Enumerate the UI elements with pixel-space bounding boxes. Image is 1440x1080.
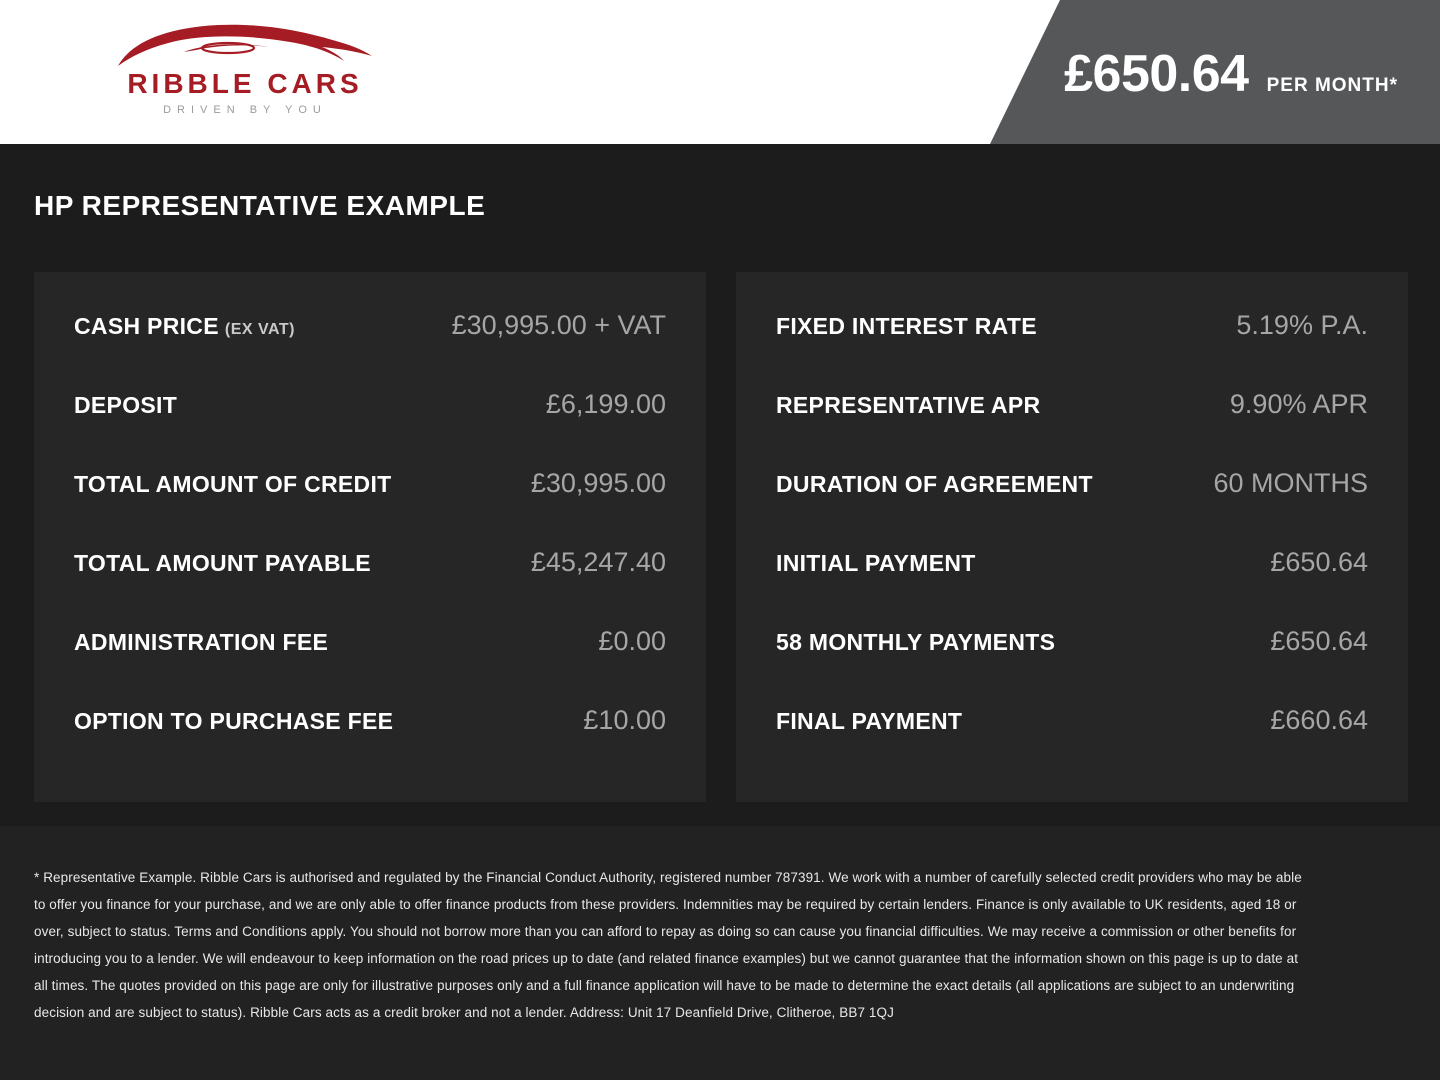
row-value: £10.00 (583, 705, 666, 735)
monthly-price-block (1064, 44, 1398, 104)
row-label: CASH PRICE (EX VAT) (74, 313, 295, 339)
table-row (74, 626, 666, 705)
row-label: TOTAL AMOUNT PAYABLE (74, 550, 371, 576)
left-details-panel (34, 272, 706, 802)
table-row (74, 389, 666, 468)
table-row (776, 547, 1368, 626)
row-value: £6,199.00 (545, 389, 666, 419)
brand-name: RIBBLE CARS (127, 68, 363, 99)
brand-logo[interactable] (100, 22, 390, 127)
row-label: DURATION OF AGREEMENT (776, 471, 1093, 497)
row-label: 58 MONTHLY PAYMENTS (776, 629, 1056, 655)
row-value: £30,995.00 (530, 468, 666, 498)
row-label: FIXED INTEREST RATE (776, 313, 1037, 339)
row-value: £45,247.40 (530, 547, 666, 577)
row-value: £660.64 (1270, 705, 1368, 735)
table-row (776, 468, 1368, 547)
row-label: TOTAL AMOUNT OF CREDIT (74, 471, 392, 497)
page-title: HP REPRESENTATIVE EXAMPLE (34, 190, 486, 221)
table-row (776, 626, 1368, 705)
page-header (0, 0, 1440, 144)
monthly-price-amount: £650.64 (1064, 45, 1249, 103)
table-row (776, 389, 1368, 468)
row-value: 5.19% P.A. (1236, 310, 1368, 340)
row-value: £30,995.00 + VAT (451, 310, 666, 340)
row-value: 60 MONTHS (1213, 468, 1368, 498)
row-sublabel: (EX VAT) (224, 321, 295, 338)
legal-footnote-text: * Representative Example. Ribble Cars is authorised and regulated by the Financial Conduct Authority, registered number 787391. We work with a number of carefully selected credit providers who may be able to offer you finance for your purchase, and we are only able to offer finance products from these providers. Indemnities may be required by certain lenders. Finance is only available to UK residents, aged 18 or over, subject to status. Terms and Conditions apply. You should not borrow more than you can afford to repay as doing so can cause you financial difficulties. We may receive a commission or other benefits for introducing you to a lender. We will endeavour to keep information on the road prices up to date (and related finance examples) but we cannot guarantee that the information shown on this page is up to date at all times. The quotes provided on this page are only for illustrative purposes only and a full finance application will have to be made to determine the exact details (all applications are subject to an underwriting decision and are subject to status). Ribble Cars acts as a credit broker and not a lender. Address: Unit 17 Deanfield Drive, Clitheroe, BB7 1QJ (34, 870, 1302, 1020)
table-row (74, 310, 666, 389)
legal-footnote (0, 826, 1440, 1080)
table-row (74, 547, 666, 626)
brand-tagline: DRIVEN BY YOU (163, 104, 327, 116)
row-value: £650.64 (1270, 626, 1368, 656)
table-row (776, 705, 1368, 784)
row-label: REPRESENTATIVE APR (776, 392, 1041, 418)
row-label: ADMINISTRATION FEE (74, 629, 329, 655)
finance-details-panels (34, 272, 1408, 802)
table-row (74, 705, 666, 784)
row-label: OPTION TO PURCHASE FEE (74, 708, 394, 734)
row-value: £0.00 (598, 626, 666, 656)
table-row (74, 468, 666, 547)
monthly-price-period: PER MONTH* (1266, 75, 1398, 96)
row-label: FINAL PAYMENT (776, 708, 963, 734)
row-value: £650.64 (1270, 547, 1368, 577)
right-details-panel (736, 272, 1408, 802)
car-swoosh-icon (100, 22, 390, 70)
table-row (776, 310, 1368, 389)
row-label: INITIAL PAYMENT (776, 550, 976, 576)
row-value: 9.90% APR (1229, 389, 1368, 419)
row-label: DEPOSIT (74, 392, 178, 418)
